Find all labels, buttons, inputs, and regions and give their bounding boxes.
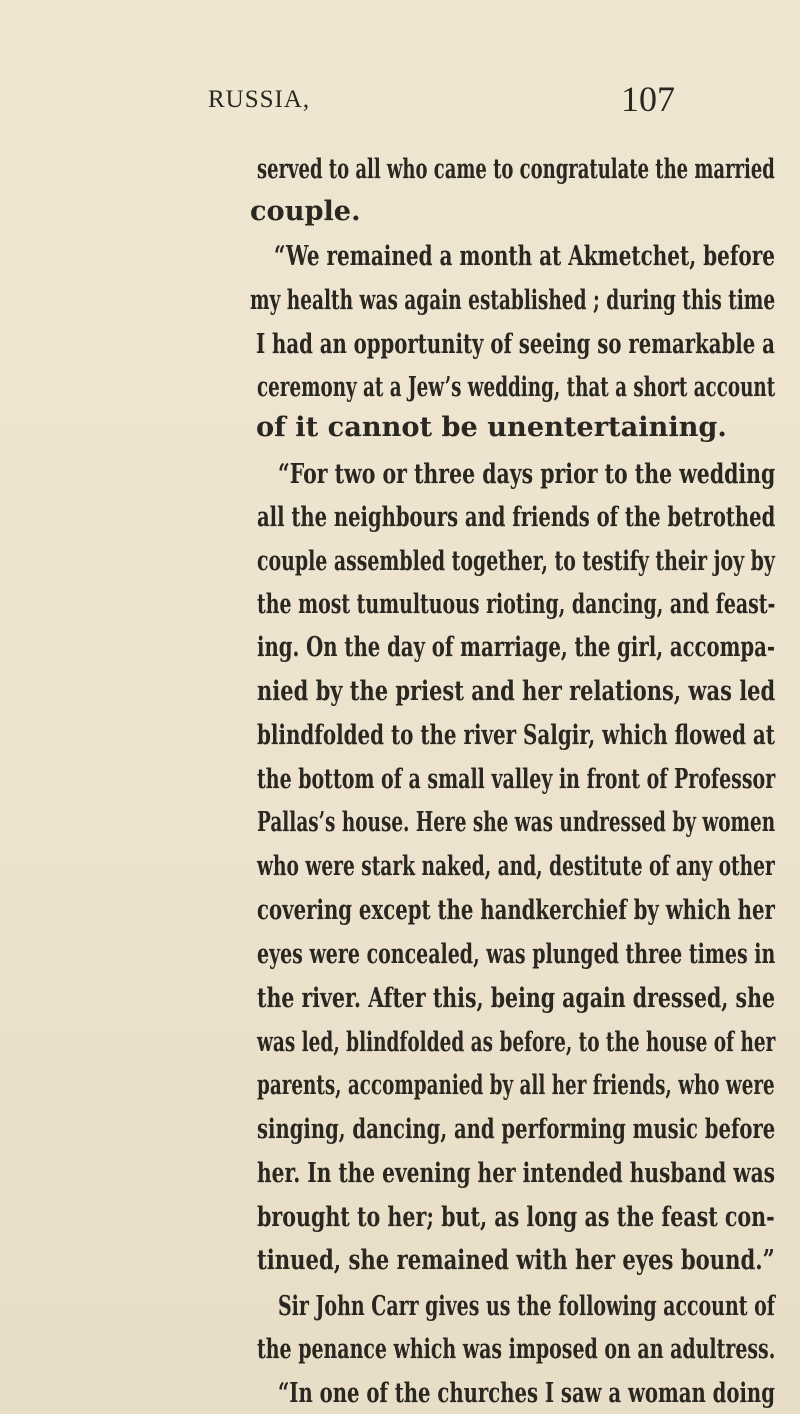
text-line: was led, blindfolded as before, to the house of her	[257, 1026, 776, 1058]
text-line: the most tumultuous rioting, dancing, and feast-	[257, 588, 776, 620]
text-line: ing. On the day of marriage, the girl, accompa-	[257, 631, 776, 663]
text-line: Pallas’s house. Here she was undressed by women	[257, 806, 776, 838]
text-line: all the neighbours and friends of the betrothed	[257, 501, 776, 533]
text-line: the penance which was imposed on an adultress.	[257, 1333, 776, 1365]
text-line: eyes were concealed, was plunged three times in	[257, 938, 776, 970]
text-line: blindfolded to the river Salgir, which flowed at	[257, 719, 775, 751]
text-line: singing, dancing, and performing music before	[257, 1113, 776, 1145]
page-header	[0, 79, 800, 126]
page-number: 107	[621, 79, 675, 119]
text-line: covering except the handkerchief by which her	[257, 894, 775, 926]
text-line: brought to her; but, as long as the feast con-	[257, 1201, 775, 1233]
text-line: my health was again established ; during this time	[250, 284, 776, 316]
text-line: “For two or three days prior to the wedding	[278, 458, 776, 490]
text-line: her. In the evening her intended husband was	[257, 1157, 776, 1189]
text-line: parents, accompanied by all her friends, who were	[257, 1069, 775, 1101]
text-line: nied by the priest and her relations, was led	[257, 675, 776, 707]
running-head: RUSSIA,	[208, 86, 311, 113]
text-line: served to all who came to congratulate the married	[257, 153, 775, 185]
text-line: the bottom of a small valley in front of Professor	[257, 763, 776, 795]
text-line: couple.	[250, 195, 361, 227]
text-line: tinued, she remained with her eyes bound.”	[257, 1244, 775, 1276]
text-line: “In one of the churches I saw a woman doing	[278, 1377, 775, 1409]
text-line: “We remained a month at Akmetchet, before	[274, 240, 775, 272]
text-line: the river. After this, being again dressed, she	[257, 982, 775, 1014]
text-line: I had an opportunity of seeing so remarkable a	[256, 328, 775, 360]
text-line: Sir John Carr gives us the following account of	[278, 1290, 775, 1322]
text-line: couple assembled together, to testify their joy by	[257, 545, 775, 577]
text-line: of it cannot be unentertaining.	[256, 411, 727, 443]
text-line: who were stark naked, and, destitute of any other	[257, 850, 775, 882]
text-line: ceremony at a Jew’s wedding, that a short account	[257, 371, 776, 403]
